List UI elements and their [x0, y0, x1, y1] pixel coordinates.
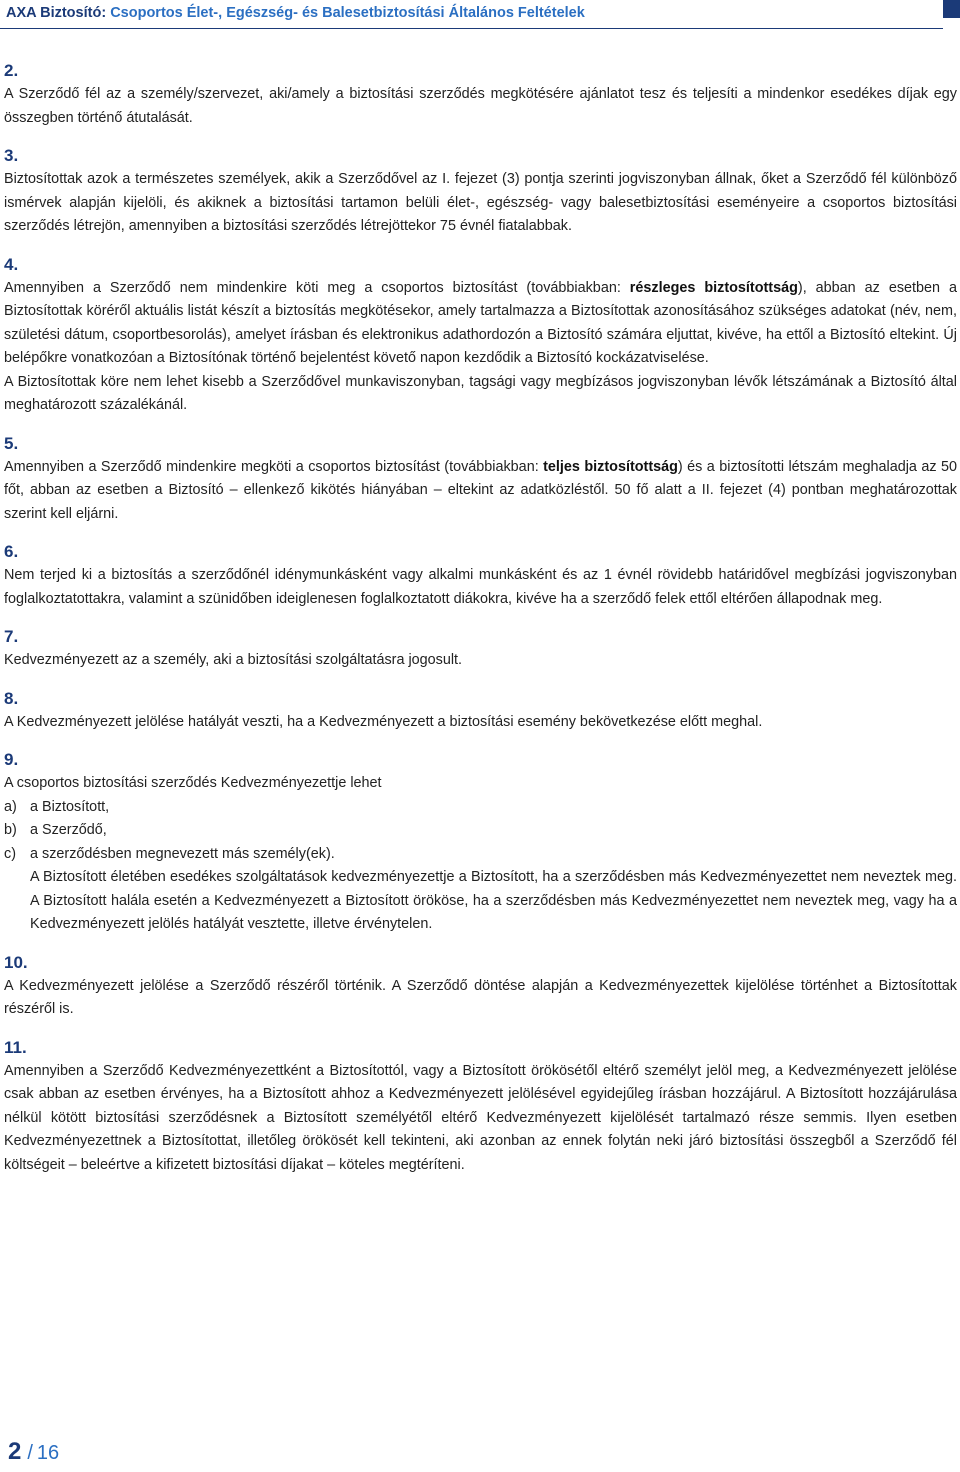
list-item-label: c): [4, 845, 16, 862]
section-number: 8.: [4, 688, 19, 708]
text-run: ), abban az esetben a Biztosítottak köréről aktuális listát készít a biztosítás megkötésekor, amely tartalmazza a Biztosítottak azonosításához szükséges adatokat (név, nem, születési dátum, csoportbesorolás), amelyet írásban és elektronikus adathordozón a Biztosító számára eljuttat, kivéve, ha ettől a Biztosító eltekint. Új belépőkre vonatkozóan a Biztosítónak történő bejelentést követő napon kezdődik a Biztosító kockázatviselése.: [4, 279, 957, 366]
list-item-text: a Szerződő,: [30, 822, 107, 838]
section-number: 10.: [4, 952, 28, 972]
section-note: A Biztosított életében esedékes szolgáltatások kedvezményezettje a Biztosított, ha a szerződésben más Kedvezményezettet nem neveztek meg. A Biztosított halála esetén a Kedvezményezett a Biztosított örököse, ha a szerződésben más Kedvezményezettet nem neveztek meg, vagy ha a Kedvezményezett jelölés hatályát vesztette, illetve érvénytelen.: [30, 869, 957, 932]
section-text: A Kedvezményezett jelölése hatályát veszti, ha a Kedvezményezett a biztosítási esemény bekövetkezése előtt meghal.: [4, 713, 763, 730]
section-text: Kedvezményezett az a személy, aki a biztosítási szolgáltatásra jogosult.: [4, 652, 463, 668]
section-number: 6.: [4, 542, 19, 561]
section-2: [4, 60, 957, 130]
section-text: A Kedvezményezett jelölése a Szerződő részéről történik. A Szerződő döntése alapján a Kedvezményezettek kijelölése történhet a Biztosítottak részéről is.: [4, 977, 957, 1017]
page-total: 16: [36, 1442, 60, 1464]
section-11: [4, 1037, 957, 1178]
section-paragraph-2: A Biztosítottak köre nem lehet kisebb a Szerződővel munkaviszonyban, tagsági vagy megbízásos jogviszonyban lévők létszámának a Biztosító által meghatározott százalékánál.: [4, 373, 957, 413]
page-header: [0, 0, 960, 30]
section-number: 9.: [4, 750, 19, 769]
page-footer: [8, 1438, 59, 1466]
section-4: [4, 254, 957, 418]
section-text: Nem terjed ki a biztosítás a szerződőnél idénymunkásként vagy alkalmi munkásként és az 1 évnél rövidebb határidővel megbízási jogviszonyban foglalkoztatottakra, valamint a szünidőben ideiglenesen foglalkoztatott diákokra, kivéve ha a szerződő felek ettől eltérően állapodnak meg.: [4, 567, 957, 607]
page-separator: /: [27, 1442, 33, 1464]
section-8: [4, 688, 957, 735]
section-paragraph-1: [4, 456, 957, 527]
section-6: [4, 541, 957, 611]
text-run: ) és a biztosítotti létszám meghaladja az 50 főt, abban az esetben a Biztosító – ellenkező kikötés hiányában – eltekint az adatközléstől. 50 fő alatt a II. fejezet (4) pontban meghatározottak szerint kell eljárni.: [4, 458, 957, 522]
section-text: Amennyiben a Szerződő Kedvezményezettként a Biztosítottól, vagy a Biztosított örökösétől eltérő személyt jelöl meg, a Kedvezményezett jelölése csak abban az esetben érvényes, ha a Biztosított ahhoz a Kedvezményezett jelölésével egyidejűleg írásban hozzájárul. A Biztosított hozzájárulása nélkül kötött biztosítási szerződésnek a Biztosított személyétől eltérő Kedvezményezett kijelölését tartalmazó része semmis. Ilyen esetben Kedvezményezettnek a Biztosítottat, illetőleg örökösét kell tekinteni, aki azonban az ennek folytán neki járó biztosítási összegből a Szerződő fél költségeit – beleértve a kifizetett biztosítási díjakat – köteles megtéríteni.: [4, 1062, 957, 1173]
section-number: 4.: [4, 254, 19, 274]
text-run: Amennyiben a Szerződő nem mindenkire köti meg a csoportos biztosítást (továbbiakban:: [4, 279, 630, 296]
list-item-label: b): [4, 822, 17, 838]
section-3: [4, 145, 957, 239]
text-run: Amennyiben a Szerződő mindenkire megköti a csoportos biztosítást (továbbiakban:: [4, 458, 544, 475]
section-number: 7.: [4, 627, 19, 646]
section-number: 11.: [4, 1037, 27, 1057]
section-5: [4, 433, 957, 527]
section-number: 3.: [4, 146, 19, 165]
list-item-text: a szerződésben megnevezett más személy(ek).: [30, 845, 335, 862]
list-item: [4, 843, 957, 867]
bold-term-full-coverage: teljes biztosítottság: [543, 458, 678, 475]
beneficiary-list: [4, 796, 957, 867]
header-title: [6, 5, 585, 21]
section-paragraph-1: [4, 277, 957, 371]
section-9: [4, 749, 957, 937]
bold-term-partial-coverage: részleges biztosítottság: [629, 279, 798, 296]
list-item-text: a Biztosított,: [30, 798, 110, 815]
section-intro: A csoportos biztosítási szerződés Kedvezményezettje lehet: [4, 775, 382, 791]
section-text: Biztosítottak azok a természetes személyek, akik a Szerződővel az I. fejezet (3) pontja szerinti jogviszonyban állnak, őket a Szerződő fél különböző ismérvek alapján kijelöli, és akiknek a biztosítási tartamon belüli élet-, egészség- vagy balesetbiztosítási eseményeire a csoportos biztosítási szerződés létrejön, amennyiben a biztosítási szerződés létrejöttekor 75 évnél fiatalabbak.: [4, 171, 957, 234]
page-number: 2: [8, 1438, 22, 1465]
header-accent-block: [943, 0, 960, 18]
document-body: [4, 60, 957, 1192]
header-company: AXA Biztosító:: [6, 5, 107, 21]
section-text: A Szerződő fél az a személy/szervezet, aki/amely a biztosítási szerződés megkötésére ajánlatot tesz és teljesíti a mindenkor esedékes díjak egy összegben történő átutalását.: [4, 86, 957, 126]
section-number: 5.: [4, 433, 19, 453]
list-item: [4, 819, 957, 843]
header-document-title: Csoportos Élet-, Egészség- és Balesetbiztosítási Általános Feltételek: [110, 5, 585, 21]
section-10: [4, 952, 957, 1022]
section-number: 2.: [4, 61, 19, 80]
section-7: [4, 626, 957, 673]
list-item-label: a): [4, 798, 17, 815]
list-item: [4, 796, 957, 820]
